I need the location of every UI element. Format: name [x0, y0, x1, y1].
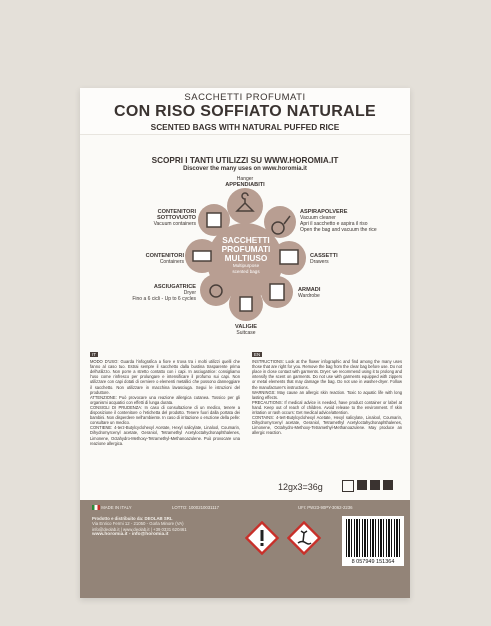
- containers-it: CONTENITORI: [145, 253, 184, 259]
- flower-infographic: [80, 176, 410, 346]
- container-icon: [193, 251, 211, 261]
- recycling-symbols: [342, 480, 393, 492]
- en-precautions: PRECAUTIONS: If medical advice is needed, have product container or label at hand. Keep out of reach of children. Avoid release to the environment. If skin irritation or rash occurs: Get medical advice/attention.: [252, 399, 402, 416]
- suitcase-icon: [240, 297, 252, 311]
- environment-hazard-icon: [287, 521, 321, 555]
- center-l1: SACCHETTI: [222, 235, 270, 245]
- en-warnings: WARNINGS: May cause an allergic skin reaction. Toxic to aquatic life with long lasting effects.: [252, 389, 402, 400]
- ufi-code: UFI: PW23-90PY-3062-2236: [298, 505, 353, 510]
- drawer-icon: [280, 250, 298, 264]
- hanger-it: APPENDIABITI: [225, 182, 265, 188]
- center-sub1: Multipurpose: [232, 263, 260, 268]
- en-instructions: INSTRUCTIONS: Look at the flower infographic and find among the many uses those that are right for you. Remove the bag from the clear bag before use. Do not place in close contact with garments. Dryer: we recommend using it to prolong and intensify the scent on garments. Do not use with garments equipped with zippers or metal elements that may damage the bag. Do not use in washer-dryer. Follow the manufacturer's instructions.: [252, 359, 402, 390]
- bin-icon: [357, 480, 367, 490]
- dryer-it: ASCIUGATRICE: [153, 284, 196, 290]
- package-back: [80, 88, 410, 598]
- wardrobe-it: ARMADI: [298, 287, 321, 293]
- net-weight: 12gx3=36g: [278, 482, 323, 492]
- dryer-en: Dryer: [183, 290, 196, 296]
- lot-number: LOTTO: 1000210031117: [172, 505, 220, 510]
- en-contains: CONTAINS: 4-tert-Butylcyclohexyl Acetate, Hexyl salicylate, Linalool, Coumarin, Dihydromyrcenyl acetate, Geraniol, Tetramethyl Acetyloctahydronaphthalenes, Limonene, Octahydro-Methoxy-Tetramethyl-Methanoazulene. May produce an allergic reaction.: [252, 415, 402, 436]
- vacuum-cleaner-note-it: Apri il sacchetto e aspira il riso: [300, 221, 368, 227]
- vacuum-bag-icon: [207, 213, 221, 227]
- english-text: [252, 352, 402, 436]
- it-instructions: MODO D'USO: Guarda l'infografica a fiore e trova tra i molti utilizzi quelli che fanno al caso tuo. Estrai sempre il sacchetto dalla bustina trasparente prima dell'utilizzo. Non porre a stretto contatto con i capi. In asciugatrice: consigliamo l'uso come rinfresco per prolungare e intensificare il profumo sui capi. Non utilizzare con capi dotati di cerniere o elementi metallici che possono danneggiare il sacchetto. Non utilizzare in macchina lavasciuga. Segui le istruzioni del produttore.: [90, 359, 240, 395]
- suitcase-en: Suitcase: [236, 330, 256, 336]
- barcode: [342, 516, 404, 566]
- drawers-en: Drawers: [310, 259, 329, 265]
- barcode-number: 8 057949 151364: [351, 559, 395, 565]
- wardrobe-en: Wardrobe: [298, 293, 320, 299]
- child-warning-icon: [370, 480, 380, 490]
- product-title: CON RISO SOFFIATO NATURALE: [113, 103, 377, 120]
- address: Via Enrico Fermi 12 - 21050 - Gorla Minore (VA): [92, 521, 184, 527]
- contact-email: info@deolab.it | www.deolab.it | +39 0331 620461: [92, 526, 187, 532]
- vacuum-cleaner-note-en: Open the bag and vacuum the rice: [300, 227, 377, 233]
- italy-flag-icon: [92, 505, 100, 510]
- dryer-note: Fino a 6 cicli - Up to 6 cycles: [132, 296, 196, 302]
- en-tag: EN: [254, 352, 261, 357]
- suitcase-it: VALIGIE: [235, 324, 257, 330]
- made-in-italy: MADE IN ITALY: [101, 505, 132, 510]
- italian-text: [90, 352, 240, 446]
- exclamation-hazard-icon: [245, 521, 279, 555]
- center-l2: PROFUMATI: [221, 244, 271, 254]
- containers-en: Containers: [159, 259, 184, 265]
- discover-heading: SCOPRI I TANTI UTILIZZI SU WWW.HOROMIA.IT: [151, 156, 339, 165]
- vacuum-containers-it2: SOTTOVUOTO: [157, 215, 196, 221]
- center-sub2: scented bags: [232, 269, 260, 274]
- it-contains: CONTIENE: 4-terz-Butylcyclohexyl Acetate, Hexyl salicylate, Linalool, Coumarin, Dihydromyrcenyl acetate, Geraniol, Tetramethyl Acetyloctahydronaphthalenes, Limonene, Octahydro-Methoxy-Tetramethyl-Methanoazulene. Può provocare una reazione allergica.: [90, 425, 240, 446]
- it-tag: IT: [92, 352, 96, 357]
- recycle-icon: [342, 480, 354, 492]
- brand-website: www.horomia.it - info@horomia.it: [92, 531, 169, 537]
- vacuum-containers-en: Vacuum containers: [153, 221, 196, 227]
- producer: Prodotto e distribuito da: DEOLAB SRL: [92, 516, 173, 521]
- vacuum-cleaner-it: ASPIRAPOLVERE: [300, 209, 348, 215]
- english-title: SCENTED BAGS WITH NATURAL PUFFED RICE: [150, 122, 340, 132]
- vacuum-containers-it1: CONTENITORI: [157, 209, 196, 215]
- barcode-lines: [346, 519, 400, 557]
- it-precautions: CONSIGLI DI PRUDENZA: In caso di consultazione di un medico, tenere a disposizione il contenitore o l'etichetta del prodotto. Tenere fuori dalla portata dei bambini. Non disperdere nell'ambiente. In caso di irritazione o eruzione della pelle: consultare un medico.: [90, 404, 240, 426]
- petal-dryer: [200, 274, 232, 306]
- safety-icon: [383, 480, 393, 490]
- vacuum-cleaner-en: Vacuum cleaner: [300, 215, 336, 221]
- discover-subheading: Discover the many uses on www.horomia.it: [183, 166, 307, 172]
- subtitle: SACCHETTI PROFUMATI: [184, 92, 306, 103]
- center-l3: MULTIUSO: [224, 253, 268, 263]
- drawers-it: CASSETTI: [310, 253, 338, 259]
- it-warnings: ATTENZIONE: Può provocare una reazione allergica cutanea. Tossico per gli organismi acquatici con effetti di lunga durata.: [90, 394, 240, 405]
- hanger-en: Hanger: [236, 176, 254, 182]
- wardrobe-icon: [270, 284, 284, 300]
